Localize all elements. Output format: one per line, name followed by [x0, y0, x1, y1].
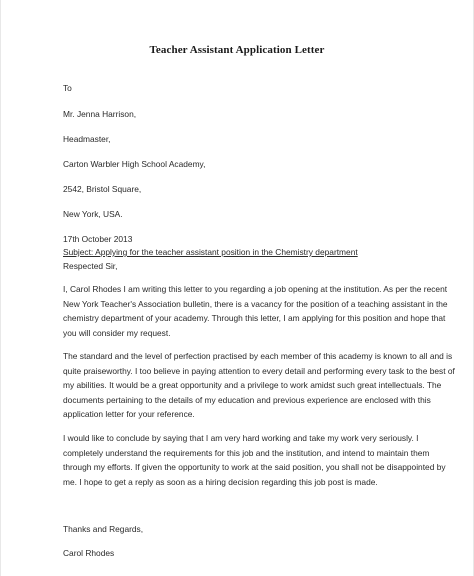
to-line: To — [63, 83, 72, 93]
paragraph-line: application letter for your reference. — [63, 409, 195, 420]
paragraph-line: quite praiseworthy. I too believe in paying attention to every detail and performing every task to the best of — [63, 365, 455, 376]
paragraph-line: I would like to conclude by saying that I am very hard working and take my work very seriously. I — [63, 433, 419, 443]
letter-title: Teacher Assistant Application Letter — [149, 44, 325, 56]
paragraph-line: me. I hope to get a reply as soon as a hiring decision regarding this job post is made. — [63, 476, 378, 487]
paragraph-intro — [63, 282, 448, 340]
paragraph-line: documents pertaining to the details of my education and previous experience are enclosed with this — [63, 394, 431, 405]
subject-line: Subject: Applying for the teacher assistant position in the Chemistry department — [63, 247, 358, 257]
school-name: Carton Warbler High School Academy, — [63, 159, 206, 169]
paragraph-line: my abilities. It would be a great opportunity and a privilege to work amidst such great intellectuals. The — [63, 380, 442, 391]
closing: Thanks and Regards, — [63, 524, 144, 534]
paragraph-line: I, Carol Rhodes I am writing this letter to you regarding a job opening at the institution. As per the recent — [63, 284, 448, 294]
paragraph-line: completely understand the requirements for this job and the institution, and intend to maintain them — [63, 447, 430, 458]
signature-name: Carol Rhodes — [63, 548, 115, 558]
paragraph-line: New York Teacher's Association bulletin, there is a vacancy for the position of a teaching assistant in the — [63, 298, 448, 309]
paragraph-conclusion — [63, 431, 446, 489]
paragraph-standards — [63, 349, 455, 422]
letter-date: 17th October 2013 — [63, 234, 133, 244]
city-address: New York, USA. — [63, 209, 123, 219]
recipient-title: Headmaster, — [63, 134, 111, 144]
street-address: 2542, Bristol Square, — [63, 184, 142, 194]
paragraph-line: chemistry department of your academy. Through this letter, I am applying for this position and hope that — [63, 313, 446, 324]
paragraph-line: The standard and the level of perfection practised by each member of this academy is known to all and is — [63, 351, 453, 361]
salutation: Respected Sir, — [63, 261, 118, 271]
paragraph-line: you will consider my request. — [63, 327, 171, 338]
recipient-name: Mr. Jenna Harrison, — [63, 109, 137, 119]
paragraph-line: through my efforts. If given the opportunity to work at the said position, you shall not be disappointed by — [63, 462, 446, 473]
